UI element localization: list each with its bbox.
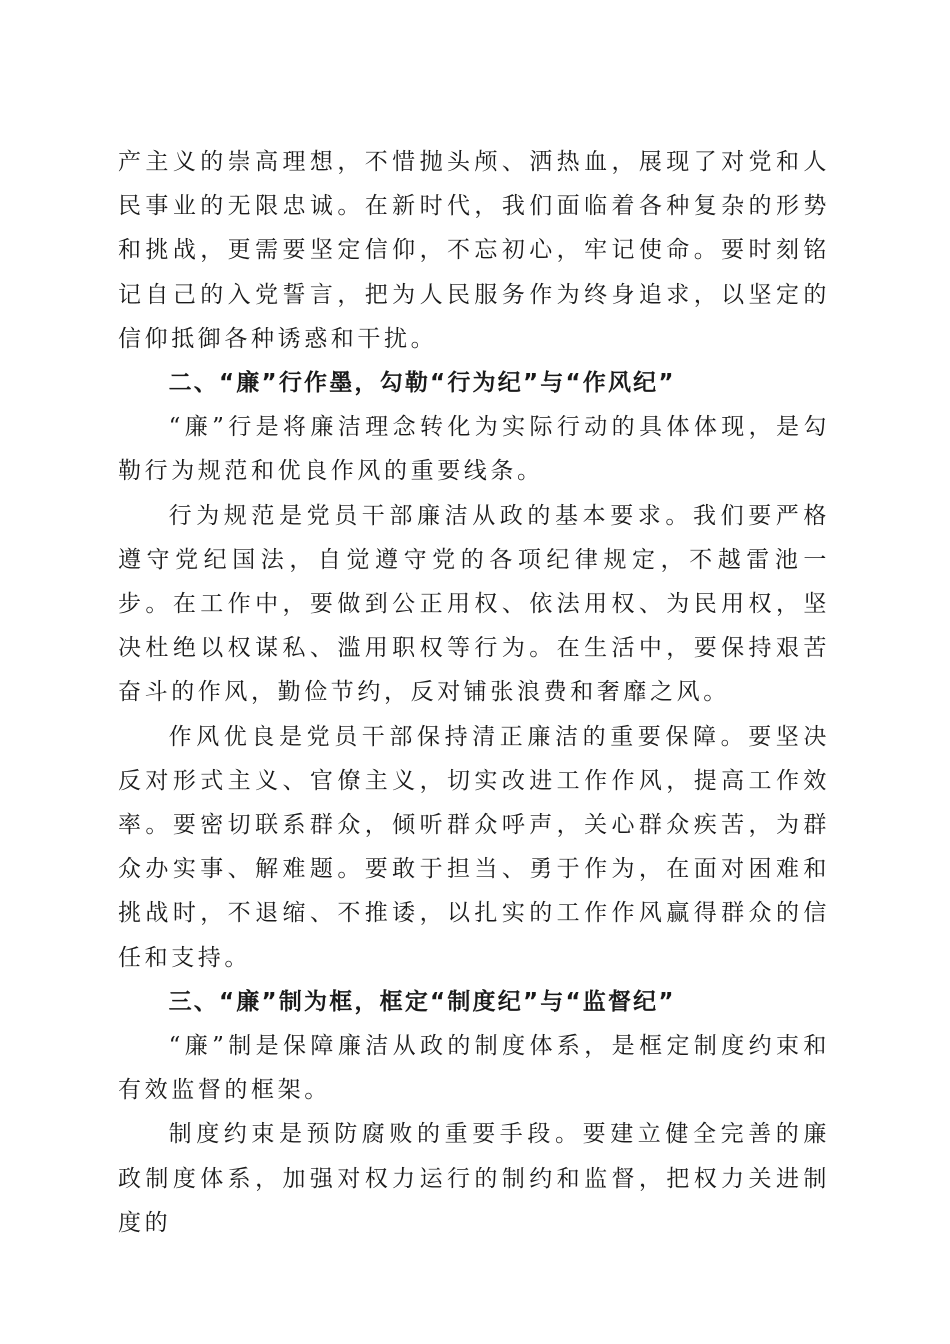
paragraph-continued: 产主义的崇高理想，不惜抛头颅、洒热血，展现了对党和人民事业的无限忠诚。在新时代，我们面临着各种复杂的形势和挑战，更需要坚定信仰，不忘初心，牢记使命。要时刻铭记自己的入党誓言，把为人民服务作为终身追求，以坚定的信仰抵御各种诱惑和干扰。 [118, 149, 830, 352]
paragraph: 制度约束是预防腐败的重要手段。要建立健全完善的廉政制度体系，加强对权力运行的制约和监督，把权力关进制度的 [118, 1121, 830, 1236]
paragraph: 作风优良是党员干部保持清正廉洁的重要保障。要坚决反对形式主义、官僚主义，切实改进工作作风，提高工作效率。要密切联系群众，倾听群众呼声，关心群众疾苦，为群众办实事、解难题。要敢于担当、勇于作为，在面对困难和挑战时，不退缩、不推诿，以扎实的工作作风赢得群众的信任和支持。 [118, 723, 830, 971]
section-heading-2: 二、“廉”行作墨，勾勒“行为纪”与“作风纪” [168, 370, 676, 397]
document-body [118, 140, 830, 1245]
section-heading-3: 三、“廉”制为框，框定“制度纪”与“监督纪” [168, 988, 676, 1015]
paragraph: “廉”制是保障廉洁从政的制度体系，是框定制度约束和有效监督的框架。 [118, 1033, 830, 1104]
paragraph: “廉”行是将廉洁理念转化为实际行动的具体体现，是勾勒行为规范和优良作风的重要线条。 [118, 414, 830, 485]
paragraph: 行为规范是党员干部廉洁从政的基本要求。我们要严格遵守党纪国法，自觉遵守党的各项纪律规定，不越雷池一步。在工作中，要做到公正用权、依法用权、为民用权，坚决杜绝以权谋私、滥用职权等行为。在生活中，要保持艰苦奋斗的作风，勤俭节约，反对铺张浪费和奢靡之风。 [118, 502, 830, 706]
